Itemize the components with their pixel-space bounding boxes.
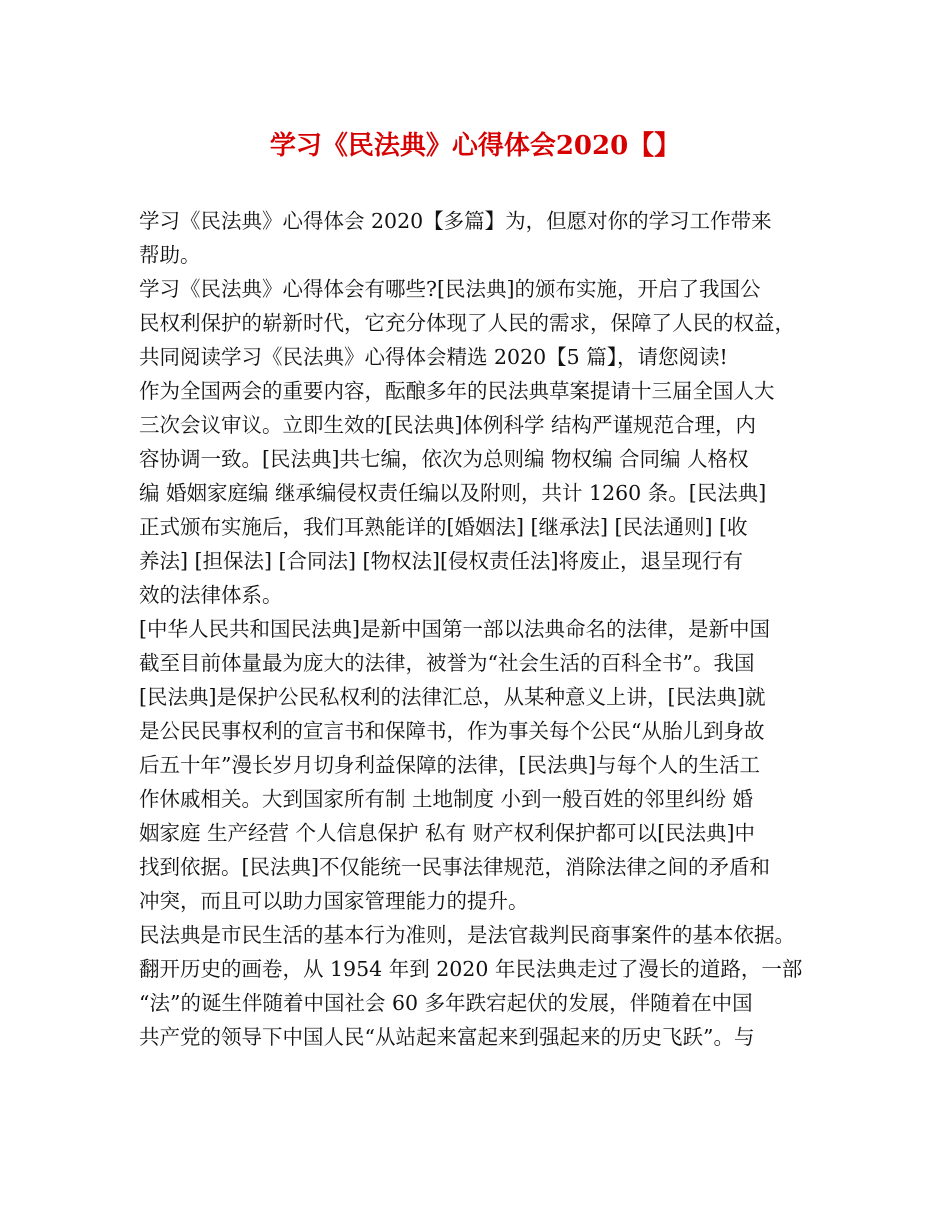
document-title: 学习《民法典》心得体会2020【】: [269, 131, 681, 161]
body-line: 找到依据。[民法典]不仅能统一民事法律规范，消除法律之间的矛盾和: [139, 855, 770, 879]
body-line: 学习《民法典》心得体会有哪些?[民法典]的颁布实施，开启了我国公: [139, 277, 761, 301]
body-line: 容协调一致。[民法典]共七编，依次为总则编 物权编 合同编 人格权: [139, 447, 749, 471]
body-line: 民权利保护的崭新时代，它充分体现了人民的需求，保障了人民的权益，: [139, 311, 795, 335]
body-line: 共同阅读学习《民法典》心得体会精选 2020【5 篇】，请您阅读!: [139, 345, 728, 369]
body-line: 截至目前体量最为庞大的法律，被誉为“社会生活的百科全书”。我国: [139, 651, 755, 675]
body-line: 效的法律体系。: [139, 583, 283, 607]
body-line: 姻家庭 生产经营 个人信息保护 私有 财产权利保护都可以[民法典]中: [139, 821, 756, 845]
body-line: 民法典是市民生活的基本行为准则，是法官裁判民商事案件的基本依据。: [139, 923, 795, 947]
body-line: “法”的诞生伴随着中国社会 60 多年跌宕起伏的发展，伴随着在中国: [139, 991, 753, 1015]
body-line: 冲突，而且可以助力国家管理能力的提升。: [139, 889, 529, 913]
body-line: 作为全国两会的重要内容，酝酿多年的民法典草案提请十三届全国人大: [139, 379, 775, 403]
body-line: 是公民民事权利的宣言书和保障书，作为事关每个公民“从胎儿到身故: [139, 719, 765, 743]
document-body: [139, 204, 839, 1054]
body-line: 学习《民法典》心得体会 2020【多篇】为，但愿对你的学习工作带来: [139, 209, 772, 233]
body-line: 共产党的领导下中国人民“从站起来富起来到强起来的历史飞跃”。与: [139, 1025, 755, 1049]
body-line: 养法] [担保法] [合同法] [物权法][侵权责任法]将废止，退呈现行有: [139, 549, 744, 573]
body-line: 正式颁布实施后，我们耳熟能详的[婚姻法] [继承法] [民法通则] [收: [139, 515, 748, 539]
body-line: 后五十年”漫长岁月切身利益保障的法律，[民法典]与每个人的生活工: [139, 753, 760, 777]
body-line: 三次会议审议。立即生效的[民法典]体例科学 结构严谨规范合理，内: [139, 413, 757, 437]
body-line: 编 婚姻家庭编 继承编侵权责任编以及附则，共计 1260 条。[民法典]: [139, 481, 767, 505]
body-line: 帮助。: [139, 243, 201, 267]
body-line: 翻开历史的画卷，从 1954 年到 2020 年民法典走过了漫长的道路，一部: [139, 957, 803, 981]
body-line: [中华人民共和国民法典]是新中国第一部以法典命名的法律，是新中国: [139, 617, 770, 641]
body-line: [民法典]是保护公民私权利的法律汇总，从某种意义上讲，[民法典]就: [139, 685, 766, 709]
body-line: 作休戚相关。大到国家所有制 土地制度 小到一般百姓的邻里纠纷 婚: [139, 787, 754, 811]
